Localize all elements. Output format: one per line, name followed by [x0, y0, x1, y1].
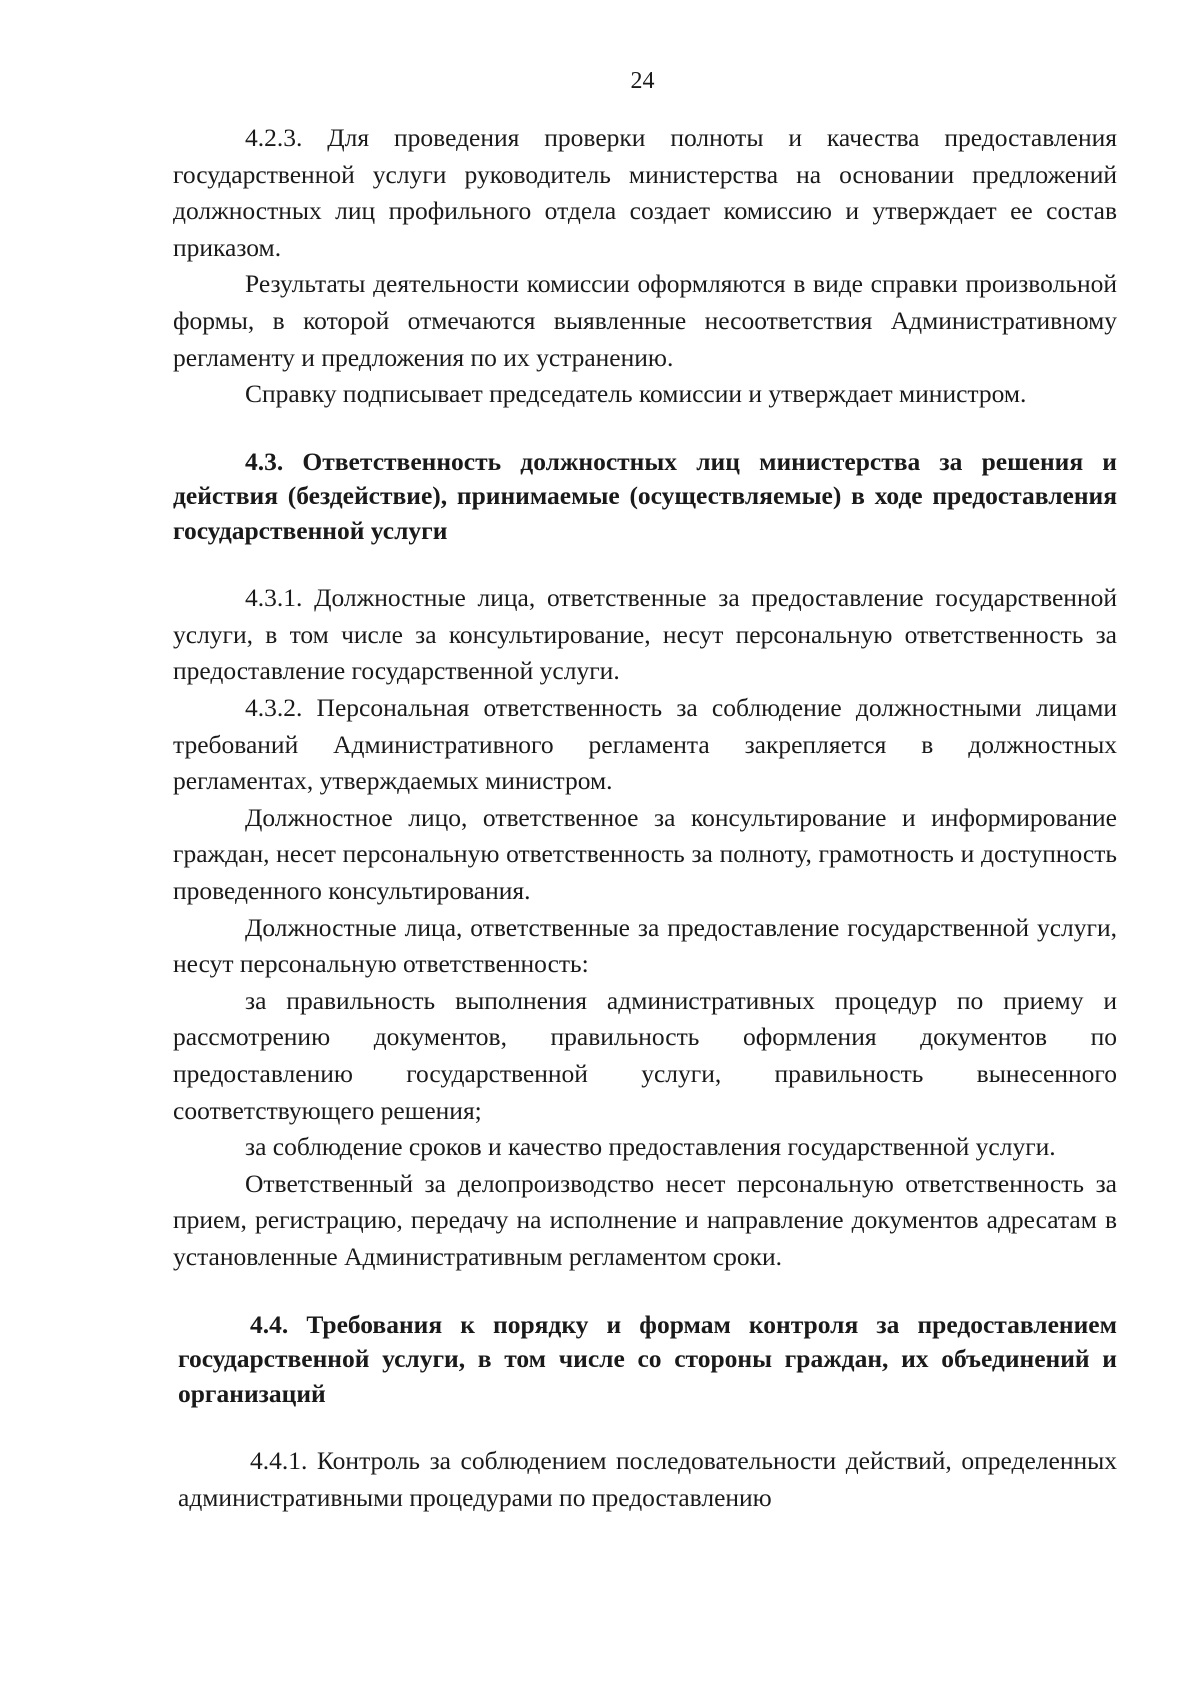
paragraph-records-officer: Ответственный за делопроизводство несет персональную ответственность за прием, регистрацию, передачу на исполнение и направление документов адресатам в установленные Административным регламентом сроки. [173, 1168, 1117, 1271]
page-number: 24 [630, 68, 655, 94]
paragraph-consulting-official: Должностное лицо, ответственное за консультирование и информирование граждан, несет персональную ответственность за полноту, грамотность и доступность проведенного консультирования. [173, 802, 1117, 905]
paragraph-certificate-signing: Справку подписывает председатель комиссии и утверждает министром. [245, 379, 1027, 409]
paragraph-deadlines-quality: за соблюдение сроков и качество предоставления государственной услуги. [245, 1132, 1056, 1162]
paragraph-officials-responsibility: Должностные лица, ответственные за предоставление государственной услуги, несут персональную ответственность: [173, 912, 1117, 979]
paragraph-commission-results: Результаты деятельности комиссии оформляются в виде справки произвольной формы, в которой отмечаются выявленные несоответствия Административному регламенту и предложения по их устранению. [173, 269, 1117, 372]
paragraph-4-2-3: 4.2.3. Для проведения проверки полноты и качества предоставления государственной услуги руководитель министерства на основании предложений должностных лиц профильного отдела создает комиссию и утверждает ее состав приказом. [173, 123, 1117, 262]
heading-4-4: 4.4. Требования к порядку и формам контроля за предоставлением государственной услуги, в том числе со стороны граждан, их объединений и организаций [178, 1309, 1117, 1408]
document-body [173, 120, 1117, 1516]
paragraph-4-4-1: 4.4.1. Контроль за соблюдением последовательности действий, определенных административными процедурами по предоставлению [178, 1446, 1117, 1512]
heading-4-3: 4.3. Ответственность должностных лиц министерства за решения и действия (бездействие), принимаемые (осуществляемые) в ходе предоставления государственной услуги [173, 446, 1117, 545]
paragraph-procedures-correctness: за правильность выполнения административных процедур по приему и рассмотрению документов, правильность оформления документов по предоставлению государственной услуги, правильность вынесенного соответствующего решения; [173, 985, 1117, 1125]
paragraph-4-3-2: 4.3.2. Персональная ответственность за соблюдение должностными лицами требований Административного регламента закрепляется в должностных регламентах, утверждаемых министром. [173, 693, 1117, 796]
paragraph-4-3-1: 4.3.1. Должностные лица, ответственные за предоставление государственной услуги, в том числе за консультирование, несут персональную ответственность за предоставление государственной услуги. [173, 583, 1117, 686]
